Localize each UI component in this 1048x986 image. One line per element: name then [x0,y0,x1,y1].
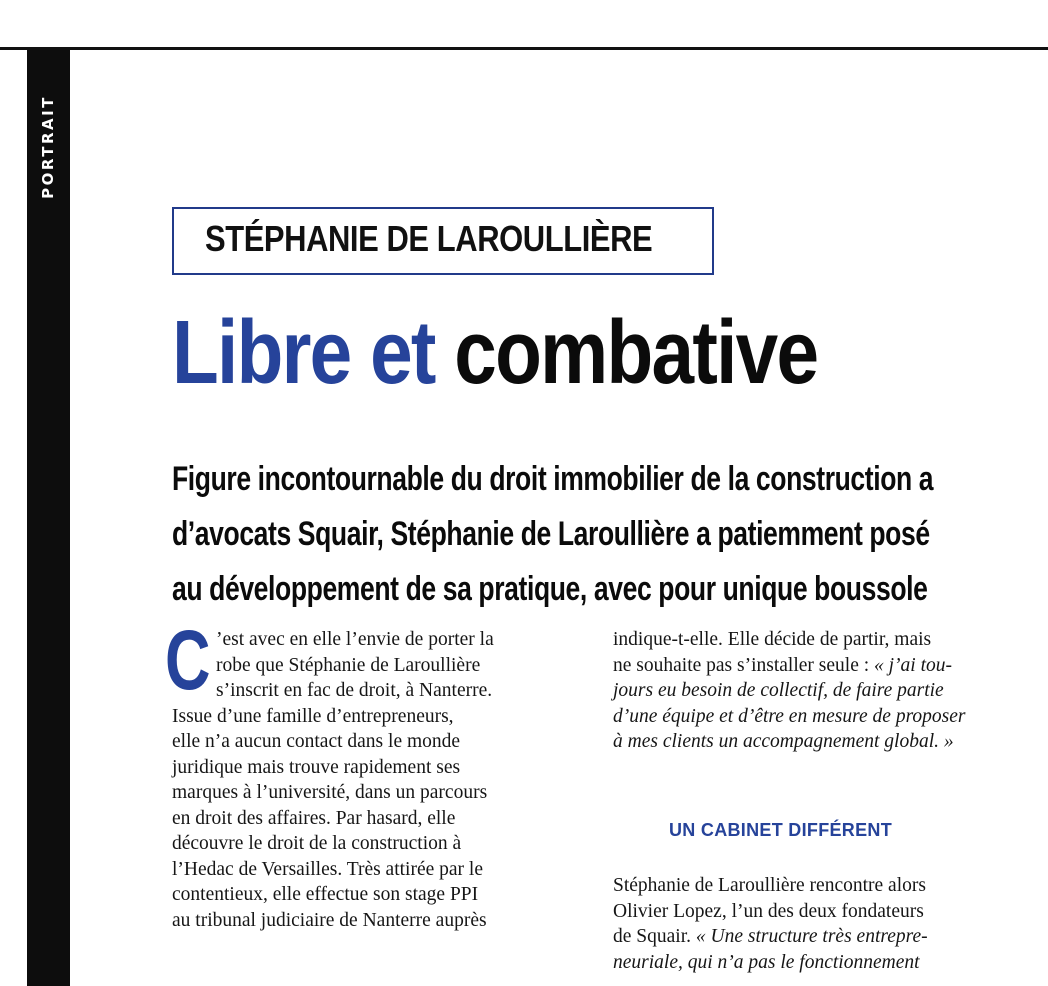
lede-line: au développement de sa pratique, avec pour unique boussole [172,570,928,608]
body-line: s’inscrit en fac de droit, à Nanterre. [216,680,493,701]
body-line: en droit des affaires. Par hasard, elle [172,807,456,829]
lede [172,452,933,617]
body-line [613,924,1048,950]
headline-part-blue: Libre et [172,303,435,403]
body-line: découvre le droit de la construction à [172,833,462,854]
body-text: ne souhaite pas s’installer seule : [613,654,875,676]
body-line [613,653,1048,679]
body-line: Stéphanie de Laroullière rencontre alors [613,875,926,896]
body-line: marques à l’université, dans un parcours [172,782,488,803]
quote-line: neuriale, qui n’a pas le fonctionnement [613,951,920,973]
body-line: juridique mais trouve rapidement ses [172,756,461,778]
person-name: STÉPHANIE DE LAROULLIÈRE [205,218,653,259]
drop-cap: C [165,613,211,707]
body-line: au tribunal judiciaire de Nanterre auprès [172,909,487,931]
body-line: robe que Stéphanie de Laroullière [216,654,481,676]
body-line: l’Hedac de Versailles. Très attirée par le [172,858,483,880]
section-label: PORTRAIT [39,95,57,199]
lede-line: Figure incontournable du droit immobilier de la construction a [172,460,934,498]
body-line: elle n’a aucun contact dans le monde [172,731,461,752]
quote-text: « j’ai tou- [874,654,953,676]
quote-text: « Une structure très entrepre- [695,926,928,947]
body-line: contentieux, elle effectue son stage PPI [172,884,479,905]
article-column-right [613,627,1048,755]
body-line: indique-t-elle. Elle décide de partir, mais [613,629,932,650]
lede-line: d’avocats Squair, Stéphanie de Laroullière a patiemment posé [172,515,930,553]
quote-line: d’une équipe et d’être en mesure de proposer [613,705,966,727]
headline-part-black: combative [454,303,818,403]
headline [172,303,818,403]
body-line: Issue d’une famille d’entrepreneurs, [172,705,454,727]
body-line: Olivier Lopez, l’un des deux fondateurs [613,900,924,922]
article-column-right-continued [613,873,1048,975]
quote-line: à mes clients un accompagnement global. » [613,731,954,752]
article-column-left [172,627,582,933]
body-text: de Squair. [613,926,696,947]
section-subhead: UN CABINET DIFFÉRENT [669,820,892,840]
top-rule [0,47,1048,50]
quote-line: jours eu besoin de collectif, de faire partie [613,680,944,701]
body-line: ’est avec en elle l’envie de porter la [216,629,494,650]
